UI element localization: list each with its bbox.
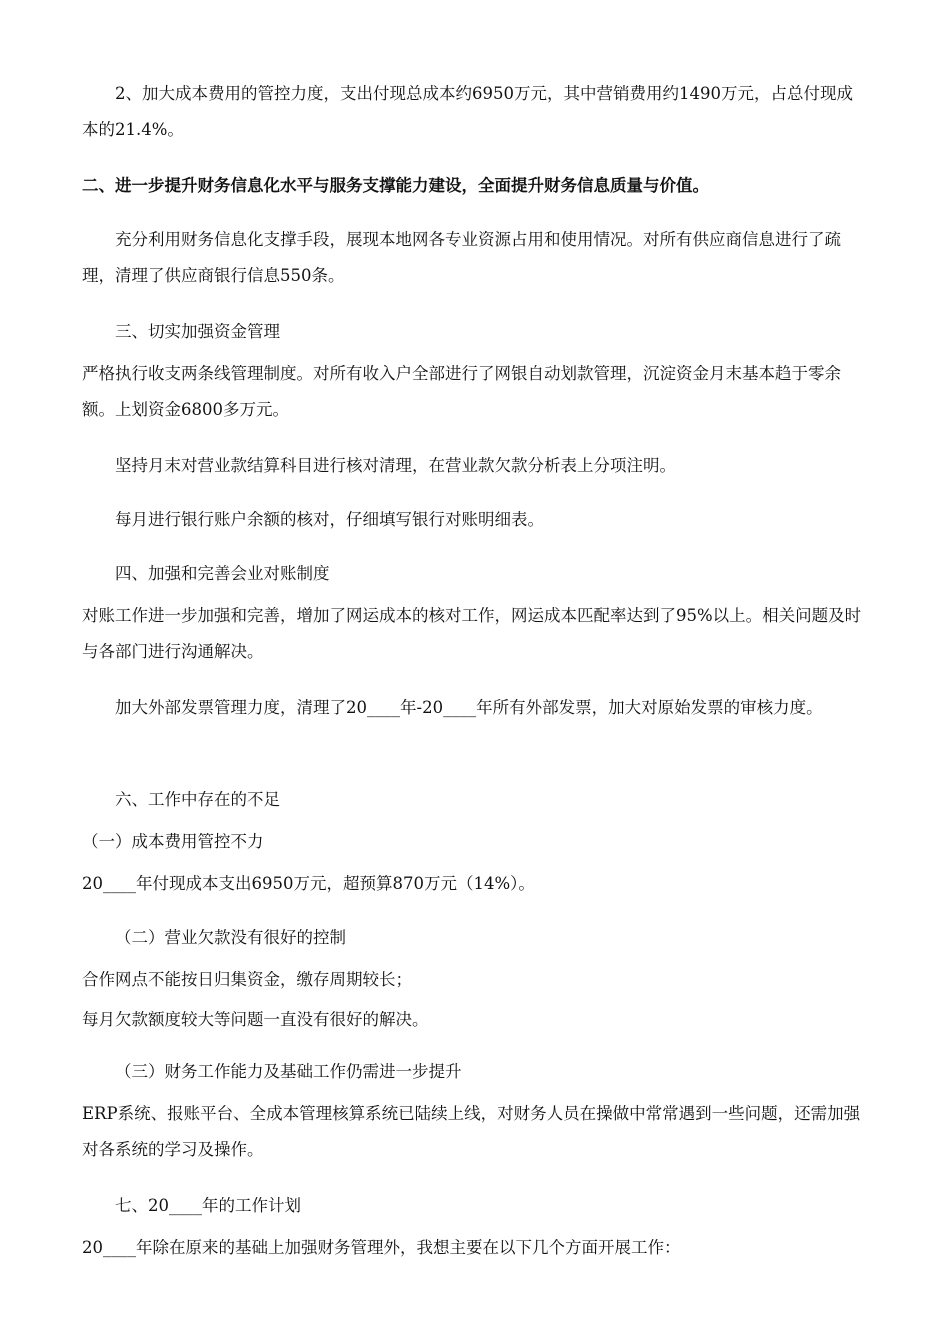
subheading-capability: （三）财务工作能力及基础工作仍需进一步提升 xyxy=(115,1062,462,1081)
paragraph-invoice-management: 加大外部发票管理力度，清理了20____年-20____年所有外部发票，加大对原始发票的审核力度。 xyxy=(115,698,823,717)
heading-section-6: 六、工作中存在的不足 xyxy=(115,790,280,809)
subheading-cost-control: （一）成本费用管控不力 xyxy=(82,832,264,851)
paragraph-arrears: 每月欠款额度较大等问题一直没有很好的解决。 xyxy=(82,1010,429,1029)
paragraph-reconciliation: 对账工作进一步加强和完善，增加了网运成本的核对工作，网运成本匹配率达到了95%以上。相关问题及时与各部门进行沟通解决。 xyxy=(82,606,862,661)
paragraph-finance-info: 充分利用财务信息化支撑手段，展现本地网各专业资源占用和使用情况。对所有供应商信息进行了疏理，清理了供应商银行信息550条。 xyxy=(82,230,841,285)
paragraph-systems: ERP系统、报账平台、全成本管理核算系统已陆续上线，对财务人员在操做中常常遇到一些问题，还需加强对各系统的学习及操作。 xyxy=(82,1104,861,1159)
heading-section-7: 七、20____年的工作计划 xyxy=(115,1196,301,1215)
paragraph-fund-management: 严格执行收支两条线管理制度。对所有收入户全部进行了网银自动划款管理，沉淀资金月末基本趋于零余额。上划资金6800多万元。 xyxy=(82,364,841,419)
paragraph-overspend: 20____年付现成本支出6950万元，超预算870万元（14%）。 xyxy=(82,874,535,893)
paragraph-work-plan: 20____年除在原来的基础上加强财务管理外，我想主要在以下几个方面开展工作： xyxy=(82,1238,681,1257)
heading-section-2: 二、进一步提升财务信息化水平与服务支撑能力建设，全面提升财务信息质量与价值。 xyxy=(82,176,709,195)
paragraph-collection-cycle: 合作网点不能按日归集资金，缴存周期较长； xyxy=(82,970,412,989)
heading-section-3: 三、切实加强资金管理 xyxy=(115,322,280,341)
paragraph-month-end-check: 坚持月末对营业款结算科目进行核对清理，在营业款欠款分析表上分项注明。 xyxy=(115,456,676,475)
subheading-receivables: （二）营业欠款没有很好的控制 xyxy=(115,928,346,947)
paragraph-bank-reconcile: 每月进行银行账户余额的核对，仔细填写银行对账明细表。 xyxy=(115,510,544,529)
paragraph-cost-control: 2、加大成本费用的管控力度，支出付现总成本约6950万元，其中营销费用约1490万元，占总付现成本的21.4%。 xyxy=(82,84,853,139)
heading-section-4: 四、加强和完善会业对账制度 xyxy=(115,564,330,583)
